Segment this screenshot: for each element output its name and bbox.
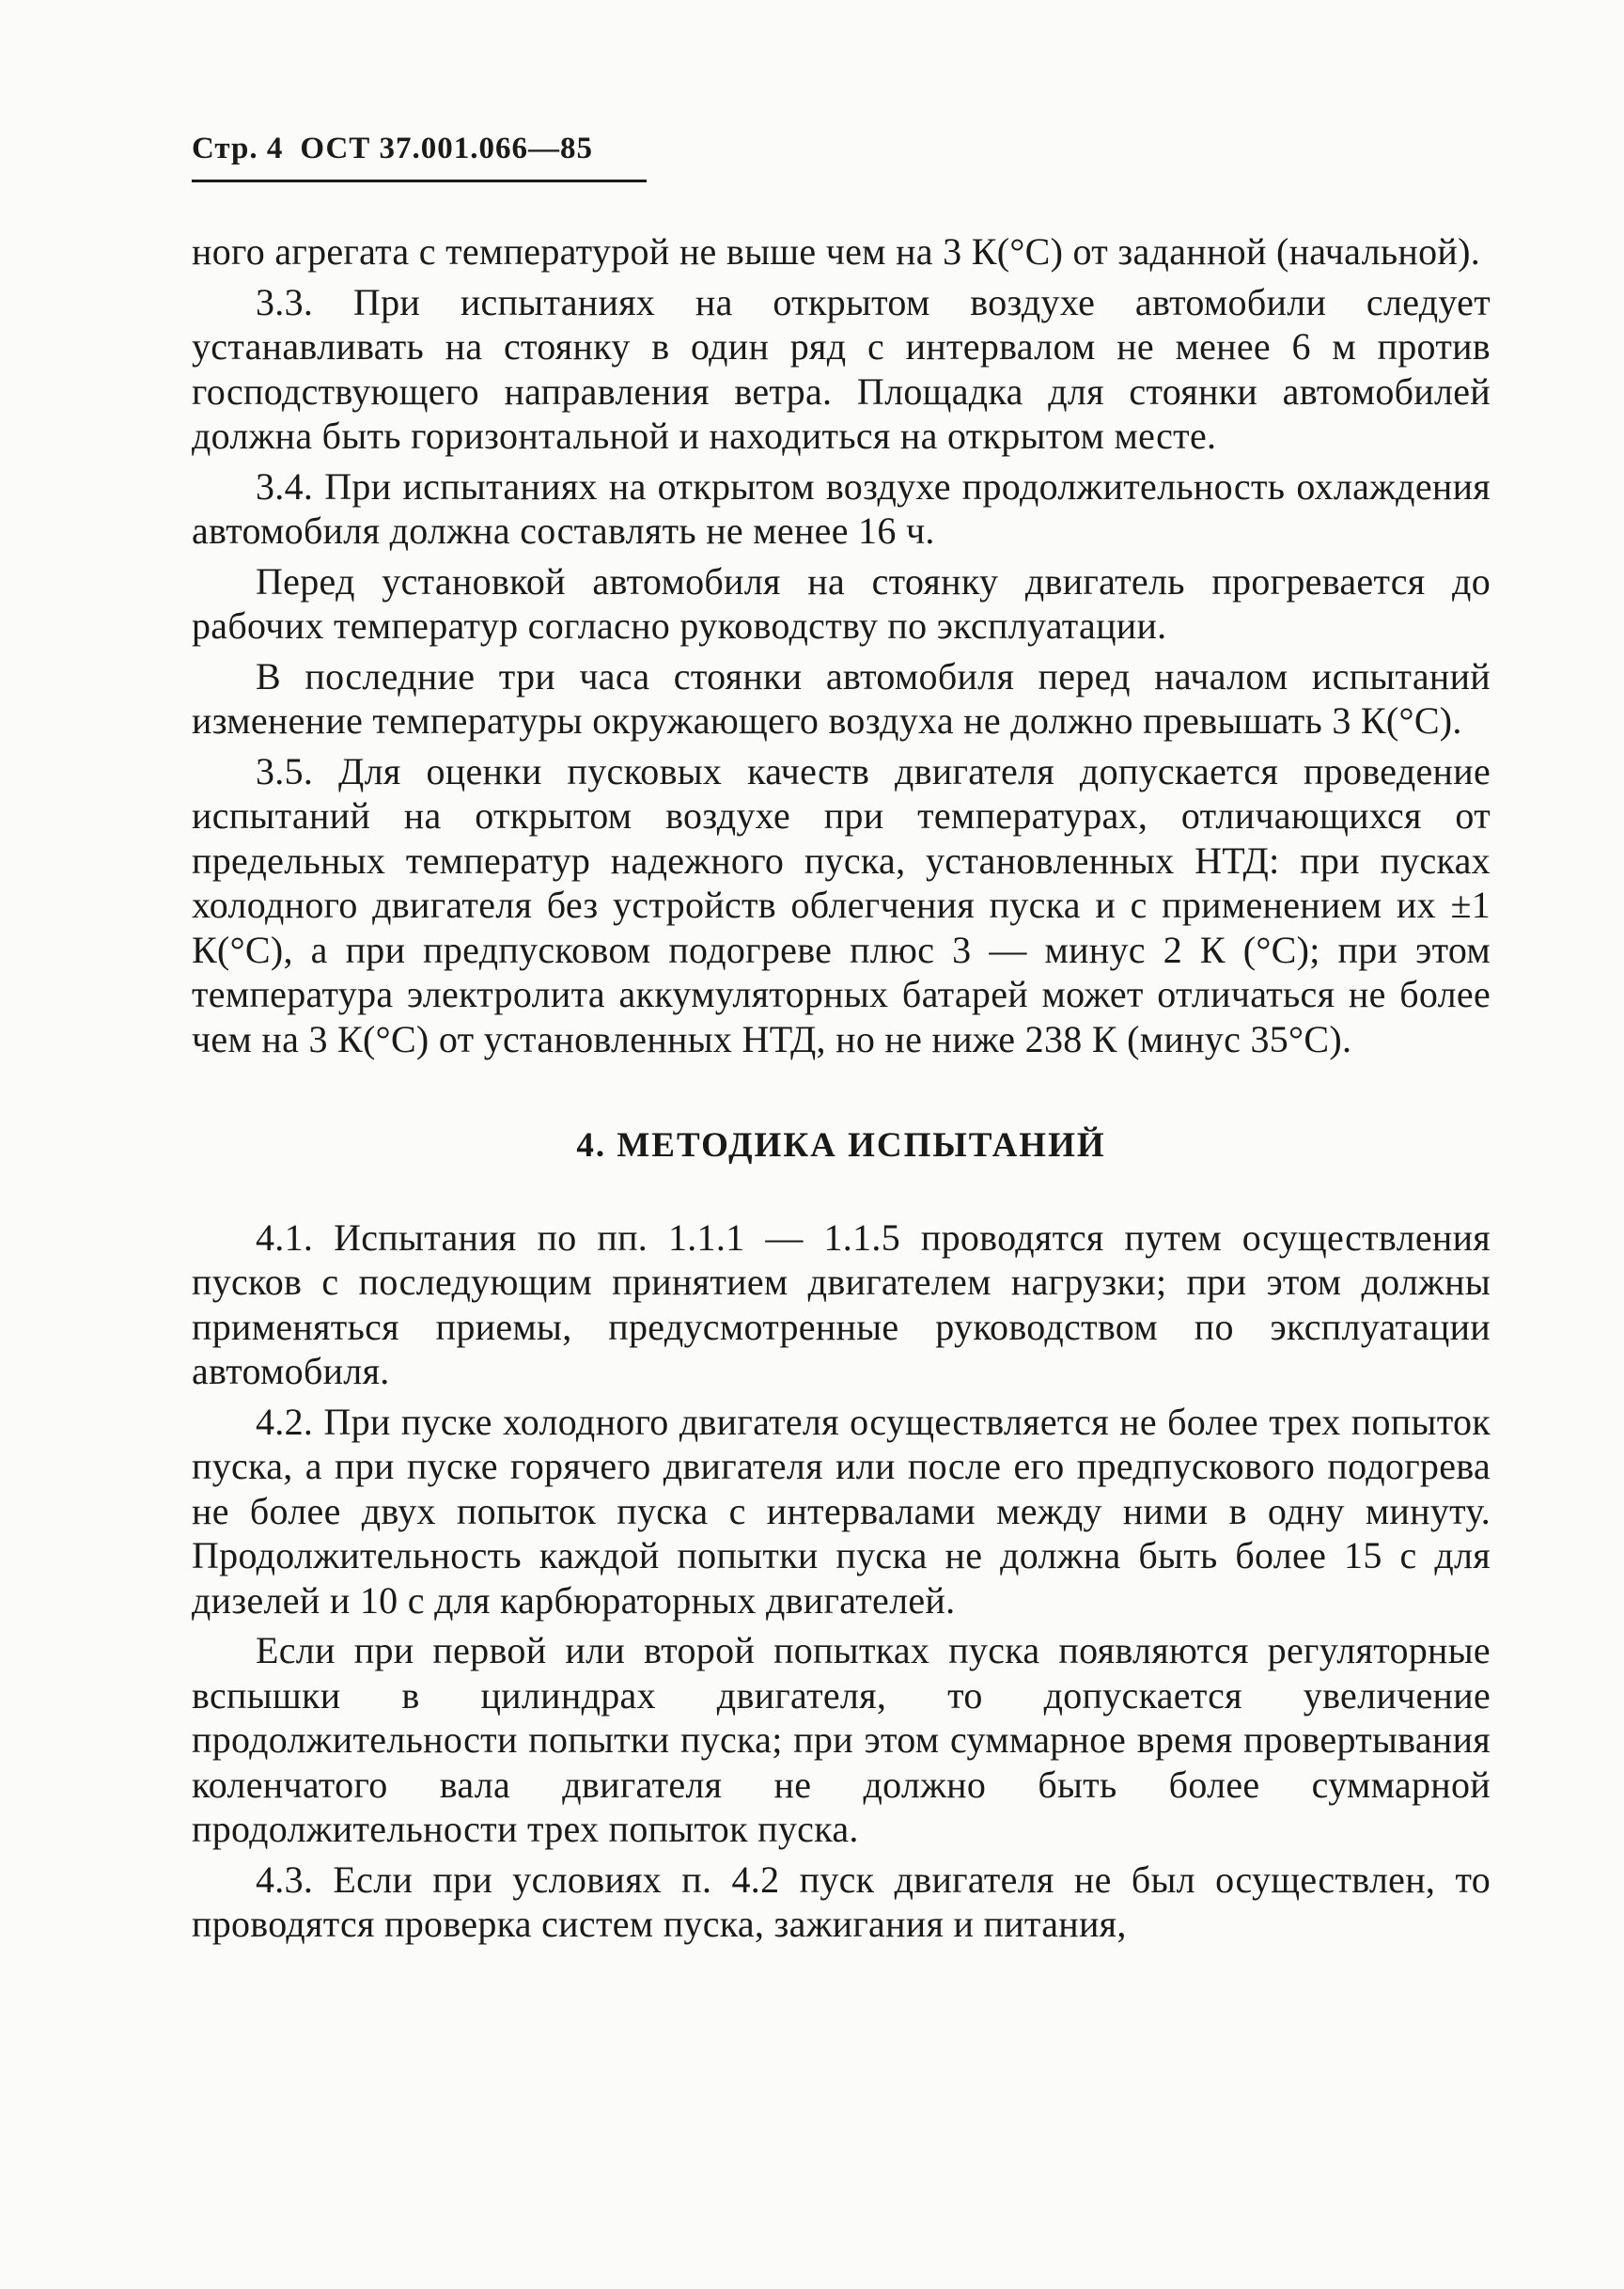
paragraph-3-3: 3.3. При испытаниях на открытом воздухе автомобили следует устанавливать на стоянку в один ряд с интервалом не менее 6 м против господствующего направления ветра. Площадка для стоянки автомобилей должна быть горизонтальной и находиться на открытом месте. [192, 280, 1491, 457]
paragraph-regulator-flashes: Если при первой или второй попытках пуска появляются регуляторные вспышки в цилиндрах двигателя, то допускается увеличение продолжительности попытки пуска; при этом суммарное время провертывания коленчатого вала двигателя не должно быть более суммарной продолжительности трех попыток пуска. [192, 1629, 1491, 1850]
document-code: ОСТ 37.001.066—85 [300, 132, 594, 165]
paragraph-4-2: 4.2. При пуске холодного двигателя осуществляется не более трех попыток пуска, а при пуске горячего двигателя или после его предпускового подогрева не более двух попыток пуска с интервалами между ними в одну минуту. Продолжительность каждой попытки пуска не должна быть более 15 с для дизелей и 10 с для карбюраторных двигателей. [192, 1400, 1491, 1622]
paragraph-4-3: 4.3. Если при условиях п. 4.2 пуск двигателя не был осуществлен, то проводятся проверка систем пуска, зажигания и питания, [192, 1858, 1491, 1945]
page-number: Стр. 4 [192, 132, 284, 165]
paragraph-3-4: 3.4. При испытаниях на открытом воздухе продолжительность охлаждения автомобиля должна составлять не менее 16 ч. [192, 464, 1491, 552]
paragraph-4-1: 4.1. Испытания по пп. 1.1.1 — 1.1.5 проводятся путем осуществления пусков с последующим принятием двигателем нагрузки; при этом должны применяться приемы, предусмотренные руководством по эксплуатации автомобиля. [192, 1215, 1491, 1392]
document-body [192, 229, 1491, 1952]
paragraph-continuation: ного агрегата с температурой не выше чем на 3 К(°С) от заданной (начальной). [192, 230, 1481, 273]
paragraph-last-hours: В последние три часа стоянки автомобиля перед началом испытаний изменение температуры окружающего воздуха не должно превышать 3 К(°С). [192, 654, 1491, 742]
page-header [192, 132, 647, 182]
paragraph-3-5: 3.5. Для оценки пусковых качеств двигателя допускается проведение испытаний на открытом воздухе при температурах, отличающихся от предельных температур надежного пуска, установленных НТД: при пусках холодного двигателя без устройств облегчения пуска и с применением их ±1 К(°С), а при предпусковом подогреве плюс 3 — минус 2 К (°С); при этом температура электролита аккумуляторных батарей может отличаться не более чем на 3 К(°С) от установленных НТД, но не ниже 238 К (минус 35°С). [192, 749, 1491, 1060]
paragraph-warmup: Перед установкой автомобиля на стоянку двигатель прогревается до рабочих температур согласно руководству по эксплуатации. [192, 559, 1491, 647]
section-title: 4. МЕТОДИКА ИСПЫТАНИЙ [576, 1126, 1106, 1165]
